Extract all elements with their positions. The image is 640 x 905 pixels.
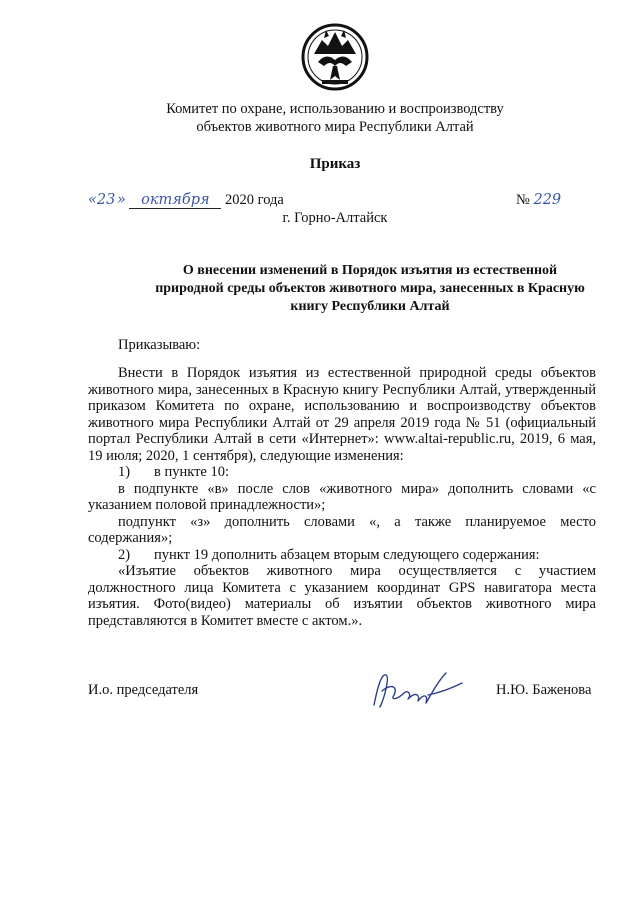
list-item-2-number: 2) (118, 546, 131, 563)
city: г. Горно-Алтайск (282, 210, 388, 226)
date-year: 2020 года (225, 192, 284, 208)
list-item-1 (88, 464, 596, 481)
date-open-quote: « (88, 192, 97, 208)
order-subject: О внесении изменений в Порядок изъятия из естественной природной среды объектов животного мира, занесенных в Красную книгу Республики Алтай (155, 263, 585, 314)
order-intro: Приказываю: (118, 337, 201, 353)
list-item-1-number: 1) (118, 464, 131, 480)
committee-name (120, 100, 550, 136)
list-item-2-text: пункт 19 дополнить абзацем вторым следующего содержания: (154, 546, 540, 563)
date-day: 23 (96, 192, 116, 208)
order-date (88, 192, 284, 209)
handwritten-signature-icon (368, 665, 468, 713)
signatory-position: И.о. председателя (88, 682, 199, 698)
order-body (88, 365, 596, 629)
paragraph-main: Внести в Порядок изъятия из естественной природной среды объектов животного мира, занесенных в Красную книгу Республики Алтай, утвержденный приказом Комитета по охране, использованию и воспроизводству объектов животного мира Республики Алтай от 29 апреля 2019 года № 51 (официальный портал Республики Алтай в сети «Интернет»: www.altai-republic.ru, 2019, 6 мая, 19 июля; 2020, 1 сентября), следующие изменения: (88, 365, 596, 464)
signatory-name: Н.Ю. Баженова (496, 682, 592, 698)
subparagraph-v: в подпункте «в» после слов «животного мира» дополнить словами «с указанием половой принадлежности»; (88, 480, 596, 513)
number-value: 229 (533, 192, 562, 208)
committee-line-1: Комитет по охране, использованию и воспроизводству (166, 101, 504, 117)
list-item-2 (88, 547, 596, 564)
order-number (516, 192, 561, 209)
committee-line-2: объектов животного мира Республики Алтай (196, 119, 474, 135)
date-close-quote: » (116, 192, 126, 208)
list-item-1-text: в пункте 10: (154, 464, 230, 480)
number-label: № (516, 192, 530, 208)
date-month: октября (129, 192, 221, 209)
coat-of-arms-icon (300, 22, 370, 96)
document-title: Приказ (309, 156, 361, 172)
subparagraph-z: подпункт «з» дополнить словами «, а также планируемое место содержания»; (88, 513, 596, 546)
quoted-addition: «Изъятие объектов животного мира осуществляется с участием должностного лица Комитета с указанием координат GPS навигатора места изъятия. Фото(видео) материалы об изъятии объектов животного мира представляются в Комитет вместе с актом.». (88, 563, 596, 629)
